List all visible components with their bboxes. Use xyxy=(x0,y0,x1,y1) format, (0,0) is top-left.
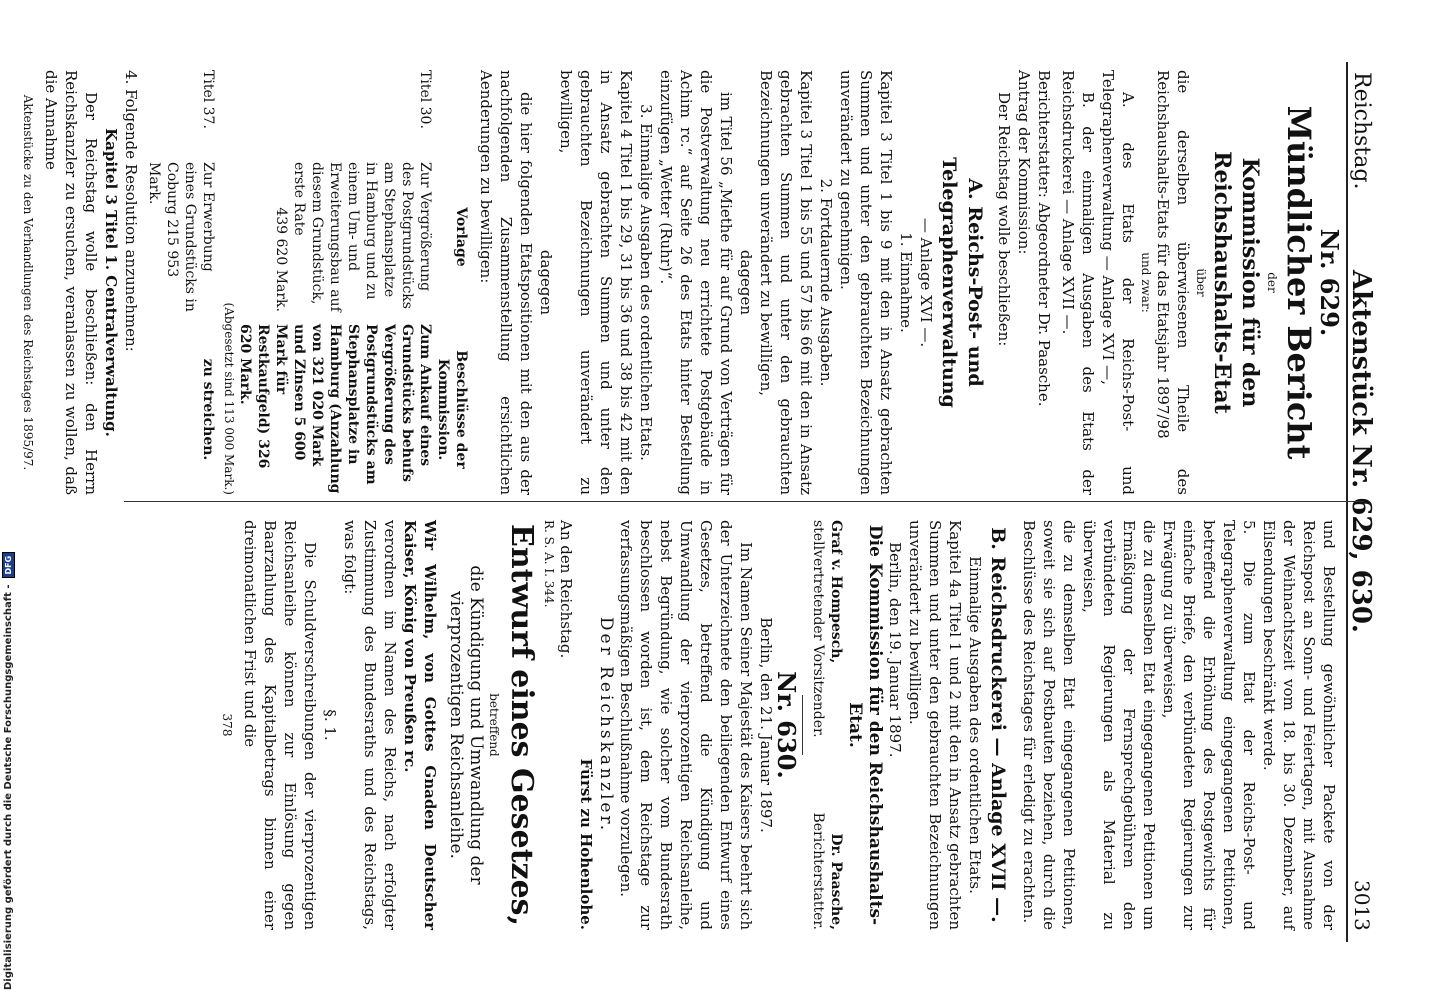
table-header-row xyxy=(434,70,470,495)
doc-title: Mündlicher Bericht xyxy=(1280,105,1318,460)
section-b-title: B. Reichsdruckerei — Anlage XVII —. xyxy=(987,527,1009,923)
section-b-subtitle: Einmalige Ausgaben des ordentlichen Etats. xyxy=(966,556,984,894)
fuerst-signature: Fürst zu Hohenlohe. xyxy=(577,758,595,930)
section-a-subtitle: — Anlage XVI —. xyxy=(917,217,935,348)
table-row-titel37 xyxy=(145,70,217,495)
betreffend-label: betreffend xyxy=(487,693,501,757)
role-vorsitzender: stellvertretender Vorsitzender. xyxy=(810,520,826,738)
rotated-page-canvas xyxy=(21,0,1434,1000)
point-5b: die zu demselben Etat eingegangenen Petitionen um Ermäßigung der Fernsprechgebühren den verbündeten Regierungen als Material zu überweisen, xyxy=(1080,520,1158,930)
reichstag-wolle: Der Reichstag wolle beschließen: xyxy=(995,92,1013,347)
titel37-text: Zur Erwerbung eines Grundstücks in Coburg 215 953 Mark. xyxy=(146,162,216,312)
fortdauernde-heading: 2. Fortdauernde Ausgaben. xyxy=(817,178,835,387)
abgesetzt-note: (Abgesetzt sind 113 000 Mark.) xyxy=(222,302,236,495)
point-5: 5. Die zum Etat der Reichs-Post- und Telegraphenverwaltung eingegangenen Petitionen, betreffend die Erhöhung des Postgewichts für einfache Briefe, den verbündeten Regierungen zur Erwägung zu überweisen, xyxy=(1160,520,1258,930)
zu-streichen: zu streichen. xyxy=(200,358,216,461)
reichskanzler-label: Der Reichskanzler. xyxy=(596,616,616,834)
an-den-reichstag: An den Reichstag. xyxy=(557,520,575,659)
separator-rule xyxy=(802,695,803,755)
signature-names xyxy=(827,520,845,930)
left-column xyxy=(20,70,1344,495)
titel56-text: im Titel 56 „Miethe für auf Grund von Verträgen für die Postverwaltung neu errichtete Postgebäude in Achim rc.“ auf Seite 26 des Etats hinter Bestellung einzufügen „Wetter (Ruhr)“. xyxy=(657,70,735,495)
resolution-heading: 4. Folgende Resolution anzunehmen: xyxy=(122,70,140,352)
titel37-label: Titel 37. xyxy=(200,70,216,129)
doc-number-629: Nr. 629. xyxy=(1315,228,1344,337)
header-rule xyxy=(1346,62,1348,942)
continuation-text: und Bestellung gewöhnlicher Packete von der Reichspost an Sonn- und Feiertagen, mit Ausnahme der Weihnachtszeit vom 18. bis 30. Dezember, auf Eilsendungen beschränkt werde. xyxy=(1260,520,1338,930)
commission-signature: Die Kommission für den Reichshaushalts-Etat. xyxy=(845,524,885,926)
einnahme-heading: 1. Einnahme. xyxy=(897,232,915,333)
kuendigung-title: die Kündigung und Umwandlung der vierprozentigen Reichsanleihe. xyxy=(446,565,486,885)
resolution-text: Der Reichstag wolle beschließen: den Herrn Reichskanzler zu ersuchen, veranlassen zu wollen, daß die Annahme xyxy=(42,70,100,495)
antrag-label: Antrag der Kommission: xyxy=(1015,70,1033,255)
reference-number: R. S. A. I. 344. xyxy=(542,520,556,608)
table-row-titel30 xyxy=(236,70,434,495)
place-date-629: Berlin, den 19. Januar 1897. xyxy=(886,542,904,758)
und-zwar: und zwar: xyxy=(1139,252,1153,313)
der-label: der xyxy=(1265,272,1279,293)
page-number: 3013 xyxy=(1350,880,1374,931)
kap3-ausgaben: Kapitel 3 Titel 1 bis 55 und 57 bis 66 mit den in Ansatz gebrachten Summen und unter den gebrauchten Bezeichnungen unverändert zu bewilligen, xyxy=(757,70,815,495)
right-column xyxy=(219,520,1339,930)
dagegen-2: dagegen xyxy=(537,249,555,316)
table-head-beschluss: Beschlüsse der Kommission. xyxy=(435,350,469,469)
date-630: Berlin, den 21. Januar 1897. xyxy=(757,617,775,833)
paragraph-1: §. 1. xyxy=(321,709,339,741)
bottom-page-number: 378 xyxy=(220,713,234,737)
titel30-label: Titel 30. xyxy=(417,70,433,129)
kap4a-text: Kapitel 4a Titel 1 und 2 mit den in Ansatz gebrachten Summen und unter den gebrauchten Bezeichnungen unverändert zu bewilligen. xyxy=(906,520,964,930)
role-berichterstatter: Berichterstatter. xyxy=(810,812,826,930)
folgende-text: die hier folgenden Etatspositionen mit den aus der nachfolgenden Zusammenstellung ersichtlichen Aenderungen zu bewilligen: xyxy=(477,70,535,495)
item-b: B. der einmaligen Ausgaben des Etats der Reichsdruckerei — Anlage XVII —. xyxy=(1059,70,1097,495)
ueber-label: über xyxy=(1194,268,1208,297)
verordnen-text: verordnen im Namen des Reichs, nach erfolgter Zustimmung des Bundesraths und des Reichstags, was folgt: xyxy=(341,520,399,930)
signature-paasche: Dr. Paasche, xyxy=(828,833,844,930)
titel30-amount: 439 620 Mark. xyxy=(273,207,289,312)
doc-number-630: Nr. 630. xyxy=(772,671,801,779)
einmalige-heading: 3. Einmalige Ausgaben des ordentlichen Etats. xyxy=(637,104,655,461)
titel30-beschluss: Zum Ankauf eines Grundstücks behufs Vergrößerung des Postgrundstücks am Stephansplatze in Hamburg (Anzahlung von 321 020 Mark und Zinsen 5 600 Mark für Restkaufgeld) 326 620 Mark. xyxy=(237,324,433,494)
kap3-titel1-heading: Kapitel 3 Titel 1. Centralverwaltung. xyxy=(102,128,120,437)
running-header-left: Reichstag. xyxy=(1349,72,1374,190)
digitization-text: Digitalisierung gefördert durch die Deutsche Forschungsgemeinschaft - xyxy=(3,584,14,990)
kap4-text: Kapitel 4 Titel 1 bis 29, 31 bis 36 und 38 bis 42 mit den in Ansatz gebrachten Summen und unter den gebrauchten Bezeichnungen unverändert zu bewilligen, xyxy=(557,70,635,495)
titel30-text: Zur Vergrößerung des Postgrundstücks am Stephansplatze in Hamburg und zu einem Um- und Erweiterungsbau auf diesem Grundstück, erste Rate 439 620 Mark. xyxy=(273,162,433,312)
dfg-logo: DFG xyxy=(2,552,15,579)
kap3-einnahme: Kapitel 3 Titel 1 bis 9 mit den in Ansatz gebrachten Summen und unter den gebrauchten Bezeichnungen unverändert zu genehmigen. xyxy=(837,70,895,495)
column-divider xyxy=(124,501,1364,502)
commission-title: Kommission für den Reichshaushalts-Etat xyxy=(1209,151,1263,414)
intro-text: die derselben überwiesenen Theile des Reichshaushalts-Etats für das Etatsjahr 1897/98 xyxy=(1154,70,1192,495)
berichterstatter: Berichterstatter: Abgeordneter Dr. Paasche. xyxy=(1035,70,1053,407)
table-head-vorlage: Vorlage xyxy=(453,207,469,267)
signature-hompesch: Graf v. Hompesch, xyxy=(828,520,844,664)
section-a-title: A. Reichs-Post- und Telegraphenverwaltung xyxy=(938,157,986,408)
dagegen-1: dagegen xyxy=(737,249,755,316)
point-5c: die zu demselben Etat eingegangenen Petitionen, soweit sie sich auf Postbauten beziehen, durch die Beschlüsse des Reichstages für erledigt zu erachten. xyxy=(1020,520,1078,930)
digitization-note xyxy=(2,0,15,990)
running-header-center: Aktenstück Nr. 629, 630. xyxy=(1346,270,1376,633)
signature-roles xyxy=(809,520,827,930)
item-a: A. des Etats der Reichs-Post- und Telegraphenverwaltung — Anlage XVI —, xyxy=(1099,70,1137,495)
wir-wilhelm: Wir Wilhelm, von Gottes Gnaden Deutscher Kaiser, König von Preußen rc. xyxy=(401,520,439,930)
paragraph-1-text: Die Schuldverschreibungen der vierprozentigen Reichsanleihe können zur Einlösung gegen Baarzahlung des Kapitalbetrags binnen einer dreimonatlichen Frist und die xyxy=(241,520,319,930)
left-footer: Aktenstücke zu den Verhandlungen des Reichstages 1895/97. xyxy=(21,94,35,471)
text-630: Im Namen Seiner Majestät des Kaisers beehrt sich der Unterzeichnete den beiliegenden Entwurf eines Gesetzes, betreffend die Kündigung und Umwandlung der vierprozentigen Reichsanleihe, nebst Begründung, wie solcher vom Bundesrath beschlossen worden ist, dem Reichstage zur verfassungsmäßigen Beschlußnahme vorzulegen. xyxy=(617,520,755,930)
entwurf-title: Entwurf eines Gesetzes, xyxy=(504,523,539,927)
